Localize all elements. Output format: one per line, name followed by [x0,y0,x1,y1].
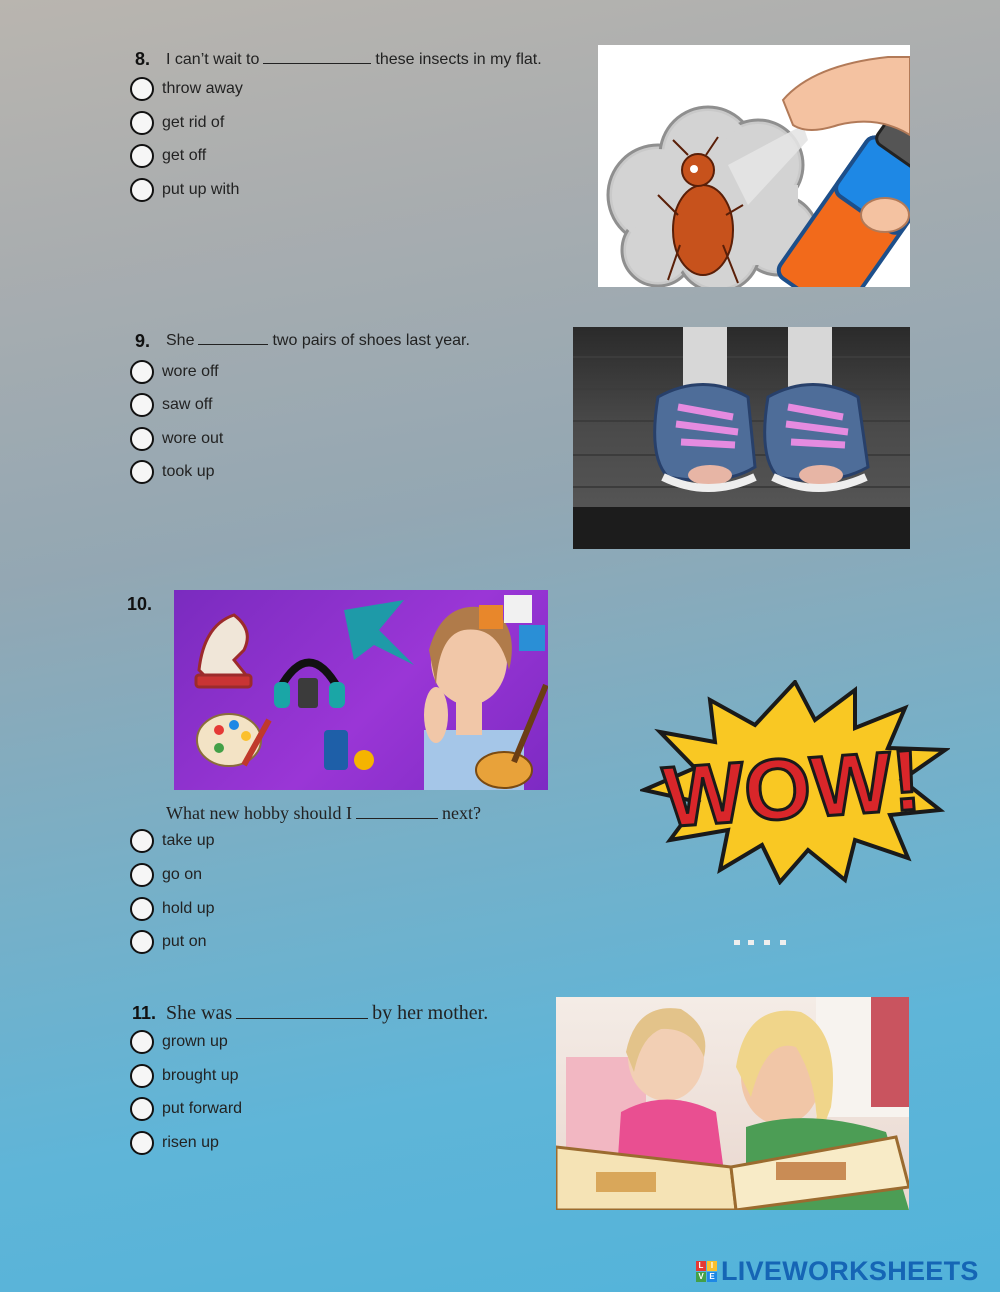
option-label: risen up [162,1134,219,1151]
question-number: 10. [127,594,153,614]
radio-circle[interactable] [130,77,154,101]
option-label: grown up [162,1033,228,1050]
small-dots-decoration [734,934,788,942]
radio-circle[interactable] [130,360,154,384]
option-radio[interactable] [130,74,243,104]
option-label: get rid of [162,114,225,131]
radio-circle[interactable] [130,1030,154,1054]
option-radio[interactable] [130,1061,239,1091]
radio-circle[interactable] [130,829,154,853]
option-radio[interactable] [130,1094,242,1124]
stem-text-before: She [166,332,195,349]
answer-blank [198,342,268,345]
option-radio[interactable] [130,141,206,171]
option-radio[interactable] [130,357,219,387]
question-number: 9. [135,331,151,351]
answer-blank [236,1016,368,1019]
insect-spray-image [598,45,910,287]
wow-burst-image [640,680,950,885]
option-radio[interactable] [130,175,239,205]
question-stem [166,51,542,69]
option-label: brought up [162,1067,239,1084]
option-label: hold up [162,900,215,917]
hobbies-image [174,590,548,790]
question-stem [166,803,481,824]
radio-circle[interactable] [130,111,154,135]
stem-text-after: two pairs of shoes last year. [272,332,470,349]
question-number: 11. [132,1003,157,1023]
option-radio[interactable] [130,860,202,890]
option-label: put forward [162,1100,243,1117]
stem-text-after: these insects in my flat. [375,51,542,68]
radio-circle[interactable] [130,1064,154,1088]
radio-circle[interactable] [130,1131,154,1155]
radio-circle[interactable] [130,460,154,484]
question-number: 8. [135,49,151,69]
wow-text: WOW! [659,732,924,846]
option-radio[interactable] [130,927,206,957]
option-label: go on [162,866,203,883]
option-radio[interactable] [130,1128,219,1158]
option-label: saw off [162,396,213,413]
radio-circle[interactable] [130,144,154,168]
option-label: put on [162,933,207,950]
option-radio[interactable] [130,1027,228,1057]
radio-circle[interactable] [130,427,154,451]
logo-blocks-icon: L I V E [696,1261,717,1282]
option-radio[interactable] [130,424,223,454]
question-stem [166,1002,488,1025]
stem-text-before: I can’t wait to [166,51,260,68]
question-stem [166,332,470,350]
option-label: wore off [162,363,219,380]
mother-reading-image [556,997,909,1210]
option-radio[interactable] [130,390,212,420]
option-radio[interactable] [130,108,224,138]
option-label: get off [162,147,207,164]
stem-text-after: by her mother. [372,1002,489,1024]
radio-circle[interactable] [130,393,154,417]
stem-text-before: What new hobby should I [166,803,352,823]
liveworksheets-logo [696,1256,979,1286]
option-label: take up [162,832,215,849]
stem-text-before: She was [166,1002,233,1024]
option-radio[interactable] [130,894,215,924]
answer-blank [263,61,371,64]
radio-circle[interactable] [130,178,154,202]
logo-text: LIVEWORKSHEETS [721,1255,979,1286]
option-radio[interactable] [130,457,214,487]
radio-circle[interactable] [130,897,154,921]
answer-blank [356,816,438,819]
option-label: wore out [162,430,224,447]
option-radio[interactable] [130,826,214,856]
stem-text-after: next? [441,803,481,823]
worn-shoes-image [573,327,910,549]
option-label: took up [162,463,215,480]
option-label: throw away [162,80,243,97]
option-label: put up with [162,181,240,198]
radio-circle[interactable] [130,930,154,954]
radio-circle[interactable] [130,863,154,887]
radio-circle[interactable] [130,1097,154,1121]
